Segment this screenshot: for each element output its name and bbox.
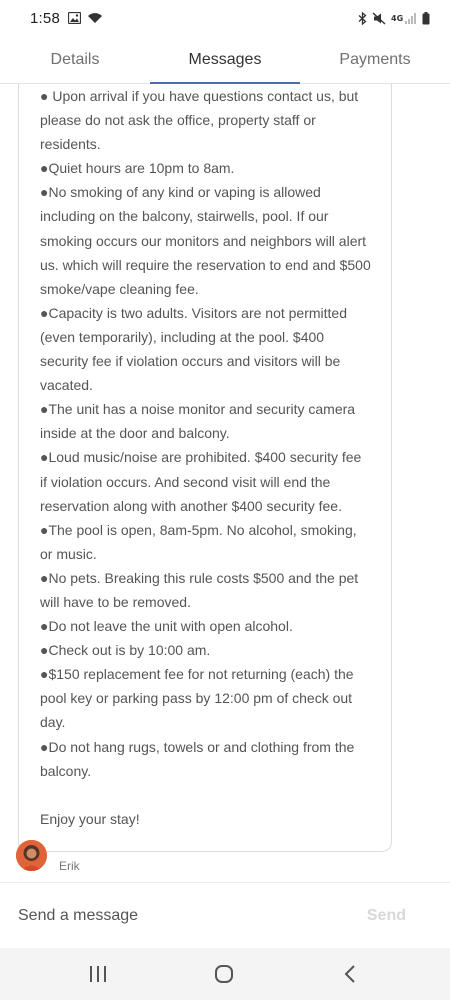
message-line: ●Loud music/noise are prohibited. $400 security fee if violation occurs. And second visit will end the reservation along with another $400 security fee. (40, 449, 362, 514)
message-line: ●No smoking of any kind or vaping is allowed including on the balcony, stairwells, pool. If our smoking occurs our monitors and neighbors will alert us. which will require the reservation to end and $500 smoke/vape cleaning fee. (40, 184, 371, 297)
message-line: ●The unit has a noise monitor and security camera inside at the door and balcony. (40, 401, 356, 442)
home-icon[interactable] (213, 963, 235, 985)
message-signoff: Enjoy your stay! (40, 810, 140, 827)
send-button[interactable]: Send (366, 906, 406, 924)
battery-icon (422, 12, 430, 25)
message-line: ●The pool is open, 8am-5pm. No alcohol, smoking, or music. (40, 521, 357, 562)
tab-payments[interactable]: Payments (339, 50, 411, 68)
avatar[interactable] (16, 840, 47, 871)
message-line: ●$150 replacement fee for not returning (each) the pool key or parking pass by 12:00 pm of check out day. (40, 666, 354, 731)
message-line: ●Do not leave the unit with open alcohol. (40, 618, 293, 635)
message-line: ●Do not hang rugs, towels or and clothing from the balcony. (40, 738, 355, 779)
message-input[interactable]: Send a message (18, 906, 139, 924)
mute-icon (372, 12, 386, 25)
tab-messages[interactable]: Messages (150, 36, 300, 83)
svg-text:4G: 4G (391, 13, 404, 23)
sender-name: Erik (59, 859, 80, 873)
message-bubble (18, 84, 392, 852)
status-bar (0, 0, 450, 36)
message-line: ●Check out is by 10:00 am. (40, 642, 211, 659)
back-icon[interactable] (340, 964, 360, 984)
message-line: ●Quiet hours are 10pm to 8am. (40, 160, 235, 177)
image-icon (68, 12, 81, 24)
message-line: ●Capacity is two adults. Visitors are not permitted (even temporarily), including at the pool. $400 security fee if violation occurs and visitors will be vacated. (40, 304, 347, 394)
navigation-bar (0, 948, 450, 1000)
recent-apps-icon[interactable] (88, 964, 108, 984)
lte-signal-icon (391, 12, 417, 25)
status-time: 1:58 (30, 9, 60, 27)
tab-details[interactable]: Details (50, 50, 100, 68)
bluetooth-icon (358, 12, 367, 25)
compose-bar (0, 882, 450, 948)
tab-bar (0, 36, 450, 84)
message-thread[interactable] (0, 84, 450, 882)
message-line: ●No pets. Breaking this rule costs $500 and the pet will have to be removed. (40, 569, 359, 610)
message-line: ● Upon arrival if you have questions contact us, but please do not ask the office, property staff or residents. (40, 88, 359, 153)
wifi-icon (87, 12, 103, 24)
